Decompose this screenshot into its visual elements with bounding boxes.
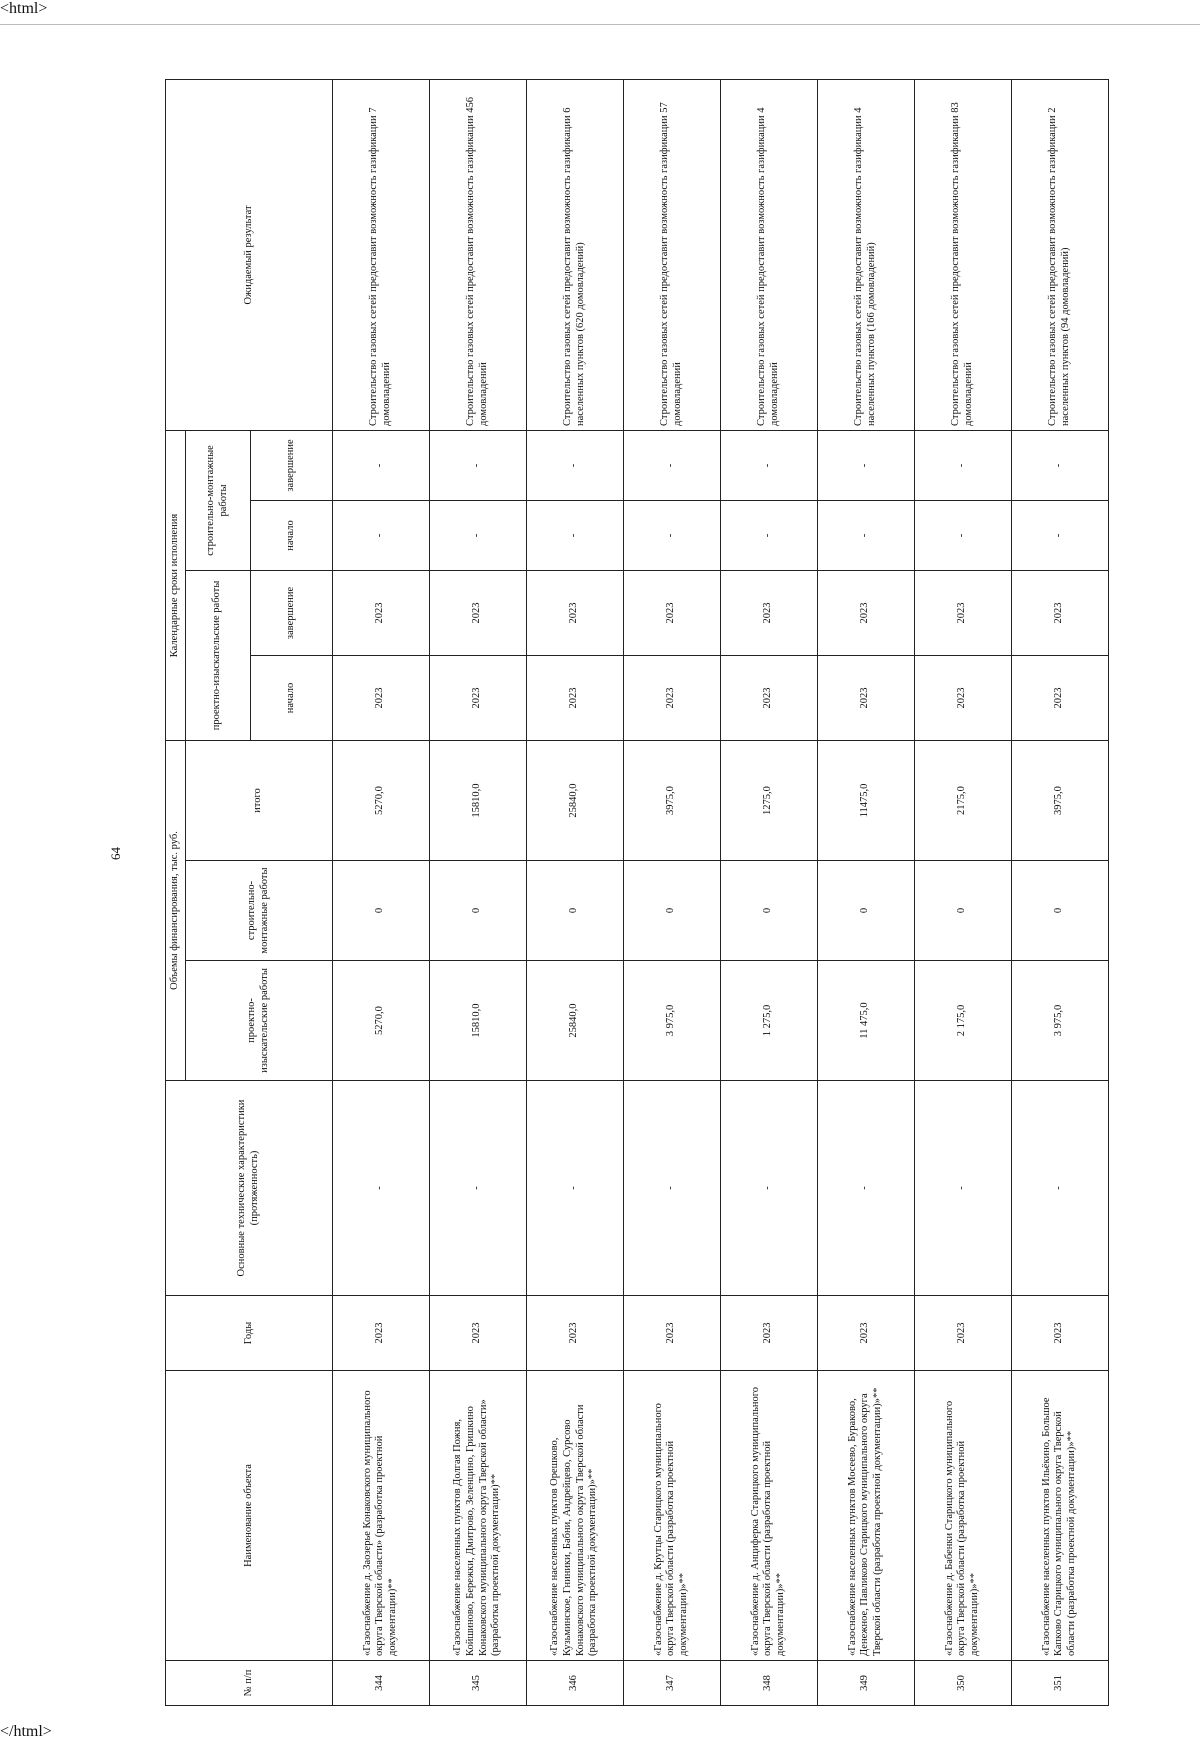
cell-constr-end: - [720, 430, 817, 500]
scan-edge [0, 18, 1200, 25]
table-header [166, 79, 333, 1705]
cell-design-start: 2023 [332, 655, 429, 740]
cell-year: 2023 [1011, 1296, 1108, 1371]
cell-object-name: «Газоснабжение населенных пунктов Долгая Пожня, Койшиново, Бережки, Дмитрово, Зеленцино, Гришкино Конаковского муниципального округа Тверской области» (разработка проектной документации)** [429, 1371, 526, 1661]
table-row [429, 79, 526, 1705]
cell-fin-design: 3 975,0 [623, 961, 720, 1081]
cell-year: 2023 [817, 1296, 914, 1371]
cell-constr-start: - [914, 500, 1011, 570]
cell-num: 346 [526, 1661, 623, 1706]
cell-num: 349 [817, 1661, 914, 1706]
header-fin-design: проектно-изыскательские работы [185, 961, 332, 1081]
cell-result: Строительство газовых сетей предоставит возможность газификации 57 домовладений [623, 79, 720, 430]
cell-constr-end: - [817, 430, 914, 500]
cell-year: 2023 [526, 1296, 623, 1371]
cell-constr-start: - [332, 500, 429, 570]
table-row [914, 79, 1011, 1705]
document-page [0, 18, 1200, 1723]
cell-constr-end: - [526, 430, 623, 500]
cell-design-end: 2023 [817, 570, 914, 655]
cell-design-end: 2023 [429, 570, 526, 655]
cell-specs: - [720, 1081, 817, 1296]
header-years: Годы [166, 1296, 333, 1371]
cell-specs: - [914, 1081, 1011, 1296]
cell-specs: - [526, 1081, 623, 1296]
header-sched-construction: строительно-монтажные работы [185, 430, 250, 570]
cell-fin-total: 3975,0 [1011, 740, 1108, 860]
cell-fin-total: 1275,0 [720, 740, 817, 860]
header-schedule: Календарные сроки исполнения [166, 430, 186, 740]
header-fin-total: итого [185, 740, 332, 860]
cell-num: 345 [429, 1661, 526, 1706]
cell-object-name: «Газоснабжение населенных пунктов Ильёкино, Большое Капково Старицкого муниципального округа Тверской области (разработка проектной документации)»** [1011, 1371, 1108, 1661]
cell-object-name: «Газоснабжение населенных пунктов Орешково, Кузьминское, Гниники, Бабни, Андрейцево, Сурсово Конаковского муниципального округа Тверской области (разработка проектной документации)»** [526, 1371, 623, 1661]
cell-fin-construction: 0 [332, 861, 429, 961]
header-name: Наименование объекта [166, 1371, 333, 1661]
cell-year: 2023 [914, 1296, 1011, 1371]
gasification-table [165, 79, 1109, 1706]
table-row [623, 79, 720, 1705]
table-row [817, 79, 914, 1705]
cell-num: 348 [720, 1661, 817, 1706]
cell-design-end: 2023 [332, 570, 429, 655]
cell-result: Строительство газовых сетей предоставит возможность газификации 7 домовладений [332, 79, 429, 430]
table-body [332, 79, 1108, 1705]
cell-fin-total: 3975,0 [623, 740, 720, 860]
cell-fin-total: 5270,0 [332, 740, 429, 860]
cell-fin-total: 11475,0 [817, 740, 914, 860]
cell-design-start: 2023 [623, 655, 720, 740]
cell-specs: - [817, 1081, 914, 1296]
cell-constr-start: - [817, 500, 914, 570]
cell-design-end: 2023 [526, 570, 623, 655]
cell-object-name: «Газоснабжение д. Анциферка Старицкого муниципального округа Тверской области (разработка проектной документации)»** [720, 1371, 817, 1661]
cell-design-end: 2023 [914, 570, 1011, 655]
table-row [720, 79, 817, 1705]
cell-result: Строительство газовых сетей предоставит возможность газификации 4 домовладений [720, 79, 817, 430]
table-row [332, 79, 429, 1705]
cell-design-end: 2023 [1011, 570, 1108, 655]
cell-constr-end: - [914, 430, 1011, 500]
cell-fin-construction: 0 [720, 861, 817, 961]
cell-year: 2023 [332, 1296, 429, 1371]
cell-fin-total: 2175,0 [914, 740, 1011, 860]
header-constr-end: завершение [250, 430, 332, 500]
cell-design-start: 2023 [526, 655, 623, 740]
cell-result: Строительство газовых сетей предоставит возможность газификации 6 населенных пунктов (620 домовладений) [526, 79, 623, 430]
cell-specs: - [332, 1081, 429, 1296]
cell-fin-design: 1 275,0 [720, 961, 817, 1081]
cell-constr-end: - [429, 430, 526, 500]
cell-constr-start: - [526, 500, 623, 570]
cell-design-end: 2023 [623, 570, 720, 655]
cell-design-end: 2023 [720, 570, 817, 655]
header-financing: Объемы финансирования, тыс. руб. [166, 740, 186, 1080]
cell-constr-start: - [1011, 500, 1108, 570]
cell-fin-design: 25840,0 [526, 961, 623, 1081]
cell-fin-construction: 0 [623, 861, 720, 961]
cell-constr-end: - [623, 430, 720, 500]
cell-num: 344 [332, 1661, 429, 1706]
cell-constr-start: - [623, 500, 720, 570]
header-sched-design: проектно-изыскательские работы [185, 570, 250, 740]
cell-constr-start: - [720, 500, 817, 570]
cell-result: Строительство газовых сетей предоставит возможность газификации 456 домовладений [429, 79, 526, 430]
cell-num: 351 [1011, 1661, 1108, 1706]
cell-fin-design: 11 475,0 [817, 961, 914, 1081]
cell-result: Строительство газовых сетей предоставит возможность газификации 83 домовладений [914, 79, 1011, 430]
cell-object-name: «Газоснабжение д. Крутцы Старицкого муниципального округа Тверской области (разработка проектной документации)»** [623, 1371, 720, 1661]
cell-year: 2023 [623, 1296, 720, 1371]
table-row [526, 79, 623, 1705]
cell-fin-construction: 0 [1011, 861, 1108, 961]
cell-constr-end: - [1011, 430, 1108, 500]
header-result: Ожидаемый результат [166, 79, 333, 430]
cell-year: 2023 [720, 1296, 817, 1371]
cell-num: 350 [914, 1661, 1011, 1706]
cell-design-start: 2023 [914, 655, 1011, 740]
cell-fin-construction: 0 [914, 861, 1011, 961]
cell-fin-design: 15810,0 [429, 961, 526, 1081]
table-row [1011, 79, 1108, 1705]
cell-design-start: 2023 [817, 655, 914, 740]
header-design-start: начало [250, 655, 332, 740]
header-constr-start: начало [250, 500, 332, 570]
cell-object-name: «Газоснабжение д. Бабенки Старицкого муниципального округа Тверской области (разработка проектной документации)»** [914, 1371, 1011, 1661]
cell-design-start: 2023 [720, 655, 817, 740]
cell-fin-design: 2 175,0 [914, 961, 1011, 1081]
cell-fin-construction: 0 [817, 861, 914, 961]
cell-specs: - [1011, 1081, 1108, 1296]
cell-fin-construction: 0 [526, 861, 623, 961]
cell-object-name: «Газоснабжение д. Заозерье Конаковского муниципального округа Тверской области» (разработка проектной документации)** [332, 1371, 429, 1661]
cell-specs: - [623, 1081, 720, 1296]
header-num: № п/п [166, 1661, 333, 1706]
header-fin-construction: строительно-монтажные работы [185, 861, 332, 961]
cell-fin-total: 15810,0 [429, 740, 526, 860]
cell-fin-design: 3 975,0 [1011, 961, 1108, 1081]
cell-design-start: 2023 [1011, 655, 1108, 740]
header-specs: Основные технические характеристики (протяженность) [166, 1081, 333, 1296]
header-design-end: завершение [250, 570, 332, 655]
cell-specs: - [429, 1081, 526, 1296]
page-number: 64 [108, 847, 123, 860]
cell-fin-construction: 0 [429, 861, 526, 961]
cell-result: Строительство газовых сетей предоставит возможность газификации 2 населенных пунктов (94 домовладений) [1011, 79, 1108, 430]
cell-constr-end: - [332, 430, 429, 500]
cell-fin-design: 5270,0 [332, 961, 429, 1081]
cell-constr-start: - [429, 500, 526, 570]
cell-num: 347 [623, 1661, 720, 1706]
rotated-table-wrapper [165, 80, 1103, 1706]
cell-year: 2023 [429, 1296, 526, 1371]
cell-result: Строительство газовых сетей предоставит возможность газификации 4 населенных пунктов (166 домовладений) [817, 79, 914, 430]
cell-design-start: 2023 [429, 655, 526, 740]
cell-fin-total: 25840,0 [526, 740, 623, 860]
cell-object-name: «Газоснабжение населенных пунктов Мосеево, Бураково, Денежное, Павликово Старицкого муниципального округа Тверской области (разработка проектной документации)»** [817, 1371, 914, 1661]
